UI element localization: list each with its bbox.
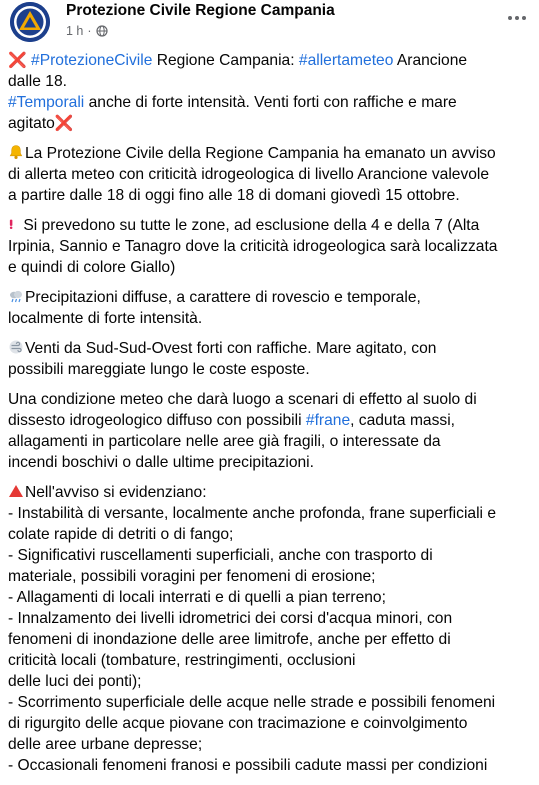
- text-line: - Innalzamento dei livelli idrometrici dei corsi d'acqua minori, con: [8, 610, 453, 627]
- post-header: [0, 0, 539, 50]
- text-line: - Significativi ruscellamenti superficiali, anche con trasporto di: [8, 547, 433, 564]
- hashtag-temporali[interactable]: #Temporali: [8, 94, 85, 111]
- text-line: di allerta meteo con criticità idrogeologica di livello Arancione valevole: [8, 166, 490, 183]
- text-segment: dissesto idrogeologico diffuso con possibili: [8, 412, 306, 429]
- dot-icon: [515, 16, 519, 20]
- text-line: [8, 143, 533, 164]
- more-options-button[interactable]: [505, 12, 529, 24]
- post-paragraph-2: [8, 143, 533, 206]
- post-meta: [66, 24, 108, 38]
- text-line: colate rapide di detriti o di fango;: [8, 526, 234, 543]
- text-segment: Venti da Sud-Sud-Ovest forti con raffiche. Mare agitato, con: [25, 340, 437, 357]
- exclamation-icon: [8, 216, 18, 232]
- text-segment: anche di forte intensità. Venti forti con raffiche e mare: [84, 94, 457, 111]
- dot-icon: [508, 16, 512, 20]
- text-line: allagamenti in particolare nelle aree già fragili, o interessate da: [8, 433, 441, 450]
- text-line: dalle 18.: [8, 73, 67, 90]
- text-line: [8, 113, 533, 134]
- text-line: Una condizione meteo che darà luogo a scenari di effetto al suolo di: [8, 391, 477, 408]
- post-paragraph-5: [8, 338, 533, 380]
- post-paragraph-1: [8, 50, 533, 134]
- cross-mark-icon: ❌: [8, 52, 27, 69]
- civil-protection-logo-icon: [10, 2, 50, 42]
- hashtag-protezionecivile[interactable]: #ProtezioneCivile: [31, 52, 153, 69]
- bell-icon: [8, 144, 24, 160]
- post-paragraph-3: [8, 215, 533, 278]
- text-line: delle aree urbane depresse;: [8, 736, 203, 753]
- text-line: [8, 215, 533, 236]
- text-segment: agitato: [8, 115, 55, 132]
- text-segment: Si prevedono su tutte le zone, ad esclusione della 4 e della 7 (Alta: [19, 217, 480, 234]
- text-line: [8, 50, 533, 71]
- text-segment: , caduta massi,: [350, 412, 455, 429]
- page-name-link[interactable]: Protezione Civile Regione Campania: [66, 2, 335, 19]
- text-line: - Scorrimento superficiale delle acque nelle strade e possibili fenomeni: [8, 694, 496, 711]
- cloud-rain-icon: [8, 288, 24, 304]
- text-line: [8, 410, 533, 431]
- globe-icon: [96, 25, 108, 37]
- wind-icon: [8, 339, 24, 355]
- meta-separator: ·: [87, 24, 92, 38]
- text-line: materiale, possibili voragini per fenomeni di erosione;: [8, 568, 376, 585]
- text-line: - Allagamenti di locali interrati e di quelli a pian terreno;: [8, 589, 386, 606]
- hashtag-allertameteo[interactable]: #allertameteo: [298, 52, 394, 69]
- text-line: [8, 482, 533, 503]
- page-avatar[interactable]: [10, 2, 50, 42]
- text-line: [8, 92, 533, 113]
- text-line: Irpinia, Sannio e Tanagro dove la criticità idrogeologica sarà localizzata: [8, 238, 498, 255]
- text-line: e quindi di colore Giallo): [8, 259, 176, 276]
- post-paragraph-4: [8, 287, 533, 329]
- text-segment: Regione Campania:: [152, 52, 299, 69]
- text-line: localmente di forte intensità.: [8, 310, 203, 327]
- post-paragraph-6: [8, 389, 533, 473]
- dot-icon: [522, 16, 526, 20]
- text-line: criticità locali (tombature, restringimenti, occlusioni: [8, 652, 356, 669]
- text-line: a partire dalle 18 di oggi fino alle 18 di domani giovedì 15 ottobre.: [8, 187, 460, 204]
- text-line: - Instabilità di versante, localmente anche profonda, frane superficiali e: [8, 505, 497, 522]
- text-line: [8, 338, 533, 359]
- text-line: possibili mareggiate lungo le coste esposte.: [8, 361, 310, 378]
- text-segment: Nell'avviso si evidenziano:: [25, 484, 207, 501]
- text-segment: Precipitazioni diffuse, a carattere di rovescio e temporale,: [25, 289, 421, 306]
- red-triangle-icon: [8, 483, 24, 499]
- post-time[interactable]: 1 h: [66, 24, 84, 38]
- text-line: fenomeni di inondazione delle aree limitrofe, anche per effetto di: [8, 631, 451, 648]
- hashtag-frane[interactable]: #frane: [305, 412, 351, 429]
- text-line: delle luci dei ponti);: [8, 673, 142, 690]
- post-paragraph-7: [8, 482, 533, 776]
- text-line: di rigurgito delle acque piovane con tracimazione e coinvolgimento: [8, 715, 468, 732]
- text-segment: La Protezione Civile della Regione Campania ha emanato un avviso: [25, 145, 496, 162]
- post-body: [8, 50, 533, 785]
- text-segment: Arancione: [393, 52, 468, 69]
- text-line: [8, 287, 533, 308]
- cross-mark-icon: ❌: [54, 115, 74, 132]
- text-line: - Occasionali fenomeni franosi e possibili cadute massi per condizioni: [8, 757, 488, 774]
- text-line: incendi boschivi o dalle ultime precipitazioni.: [8, 454, 314, 471]
